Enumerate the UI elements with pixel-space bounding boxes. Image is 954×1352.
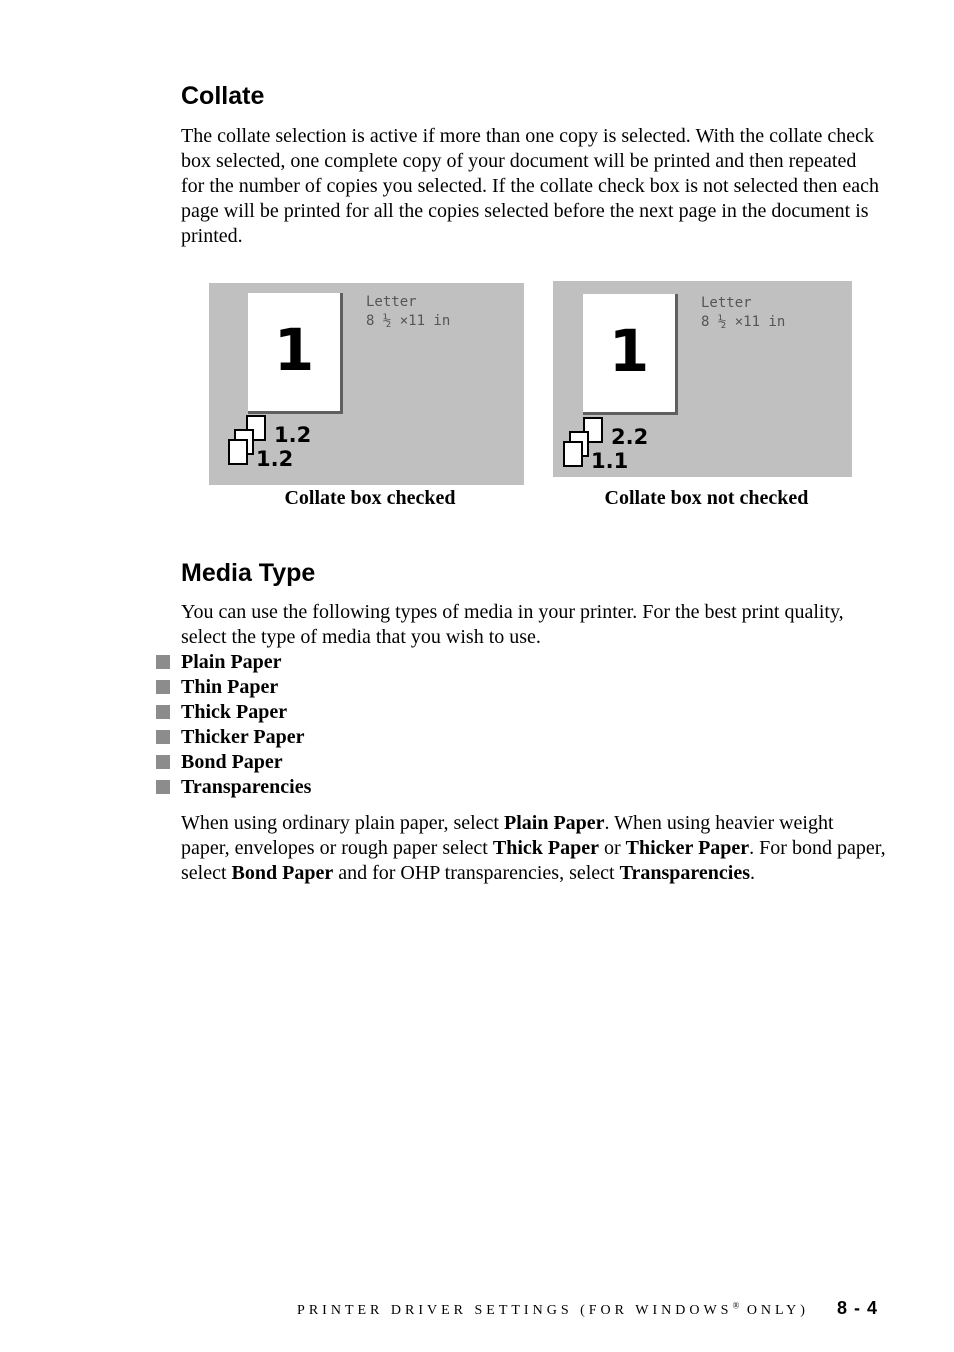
- list-item: [156, 650, 311, 675]
- square-bullet-icon: [156, 705, 170, 719]
- closing-emphasis: Thick Paper: [492, 837, 599, 859]
- list-item: [156, 675, 311, 700]
- page-sheet: [248, 293, 343, 414]
- media-item-label: Thick Paper: [181, 701, 288, 723]
- paper-name: Letter: [701, 295, 752, 311]
- stack-bottom-label: 1.1: [591, 449, 629, 473]
- registered-mark: ®: [732, 1300, 740, 1311]
- page-footer: [250, 1298, 878, 1319]
- page-number: 1: [273, 316, 315, 384]
- media-item-label: Transparencies: [181, 776, 312, 798]
- square-bullet-icon: [156, 780, 170, 794]
- media-type-heading: Media Type: [181, 559, 316, 587]
- list-item: [156, 750, 311, 775]
- square-bullet-icon: [156, 730, 170, 744]
- copy-sheet-icon: [563, 441, 583, 467]
- paper-info: [701, 294, 785, 332]
- media-item-label: Thicker Paper: [181, 726, 305, 748]
- stack-top-label: 1.2: [274, 423, 312, 447]
- closing-emphasis: Thicker Paper: [625, 837, 750, 859]
- footer-section-suffix: ONLY): [739, 1303, 809, 1318]
- collate-heading: Collate: [181, 82, 265, 110]
- closing-text: .: [749, 862, 755, 884]
- media-type-intro: You can use the following types of media in your printer. For the best print quality, select the type of media that you wish to use.: [181, 601, 844, 648]
- collate-unchecked-caption: Collate box not checked: [604, 487, 809, 509]
- footer-page-number: 8 - 4: [836, 1298, 878, 1318]
- paper-name: Letter: [366, 294, 417, 310]
- closing-text: and for OHP transparencies, select: [333, 862, 620, 884]
- collate-checked-caption: Collate box checked: [284, 487, 456, 509]
- page-number: 1: [608, 317, 650, 385]
- closing-text: or: [598, 837, 626, 859]
- square-bullet-icon: [156, 680, 170, 694]
- closing-emphasis: Bond Paper: [231, 862, 334, 884]
- paper-info: [366, 293, 450, 331]
- list-item: [156, 725, 311, 750]
- media-item-label: Thin Paper: [181, 676, 279, 698]
- media-item-label: Bond Paper: [181, 751, 283, 773]
- media-type-list: [156, 650, 311, 800]
- collate-unchecked-preview: [553, 281, 852, 477]
- copy-sheet-icon: [228, 439, 248, 465]
- square-bullet-icon: [156, 755, 170, 769]
- page-sheet: [583, 294, 678, 415]
- list-item: [156, 775, 311, 800]
- media-item-label: Plain Paper: [181, 651, 282, 673]
- collate-checked-preview: [209, 283, 524, 485]
- closing-emphasis: Transparencies: [619, 862, 750, 884]
- list-item: [156, 700, 311, 725]
- media-type-closing: [181, 811, 886, 886]
- stack-top-label: 2.2: [611, 425, 649, 449]
- paper-size: 8 ½ ×11 in: [701, 314, 786, 330]
- footer-section-title: PRINTER DRIVER SETTINGS (FOR WINDOWS: [297, 1303, 733, 1318]
- collate-paragraph: The collate selection is active if more than one copy is selected. With the collate check box selected, one complete copy of your document will be printed and then repeated for the number of copies you selected. If the collate check box is not selected then each page will be printed for all the copies selected before the next page in the document is printed.: [181, 125, 880, 247]
- closing-text: . For bond paper, select: [181, 837, 886, 884]
- stack-bottom-label: 1.2: [256, 447, 294, 471]
- square-bullet-icon: [156, 655, 170, 669]
- copy-stack: [561, 415, 651, 475]
- closing-emphasis: Plain Paper: [503, 812, 605, 834]
- paper-size: 8 ½ ×11 in: [366, 313, 451, 329]
- closing-text: . When using heavier weight paper, envelopes or rough paper select: [181, 812, 834, 859]
- copy-stack: [226, 413, 316, 473]
- closing-text: When using ordinary plain paper, select: [181, 812, 504, 834]
